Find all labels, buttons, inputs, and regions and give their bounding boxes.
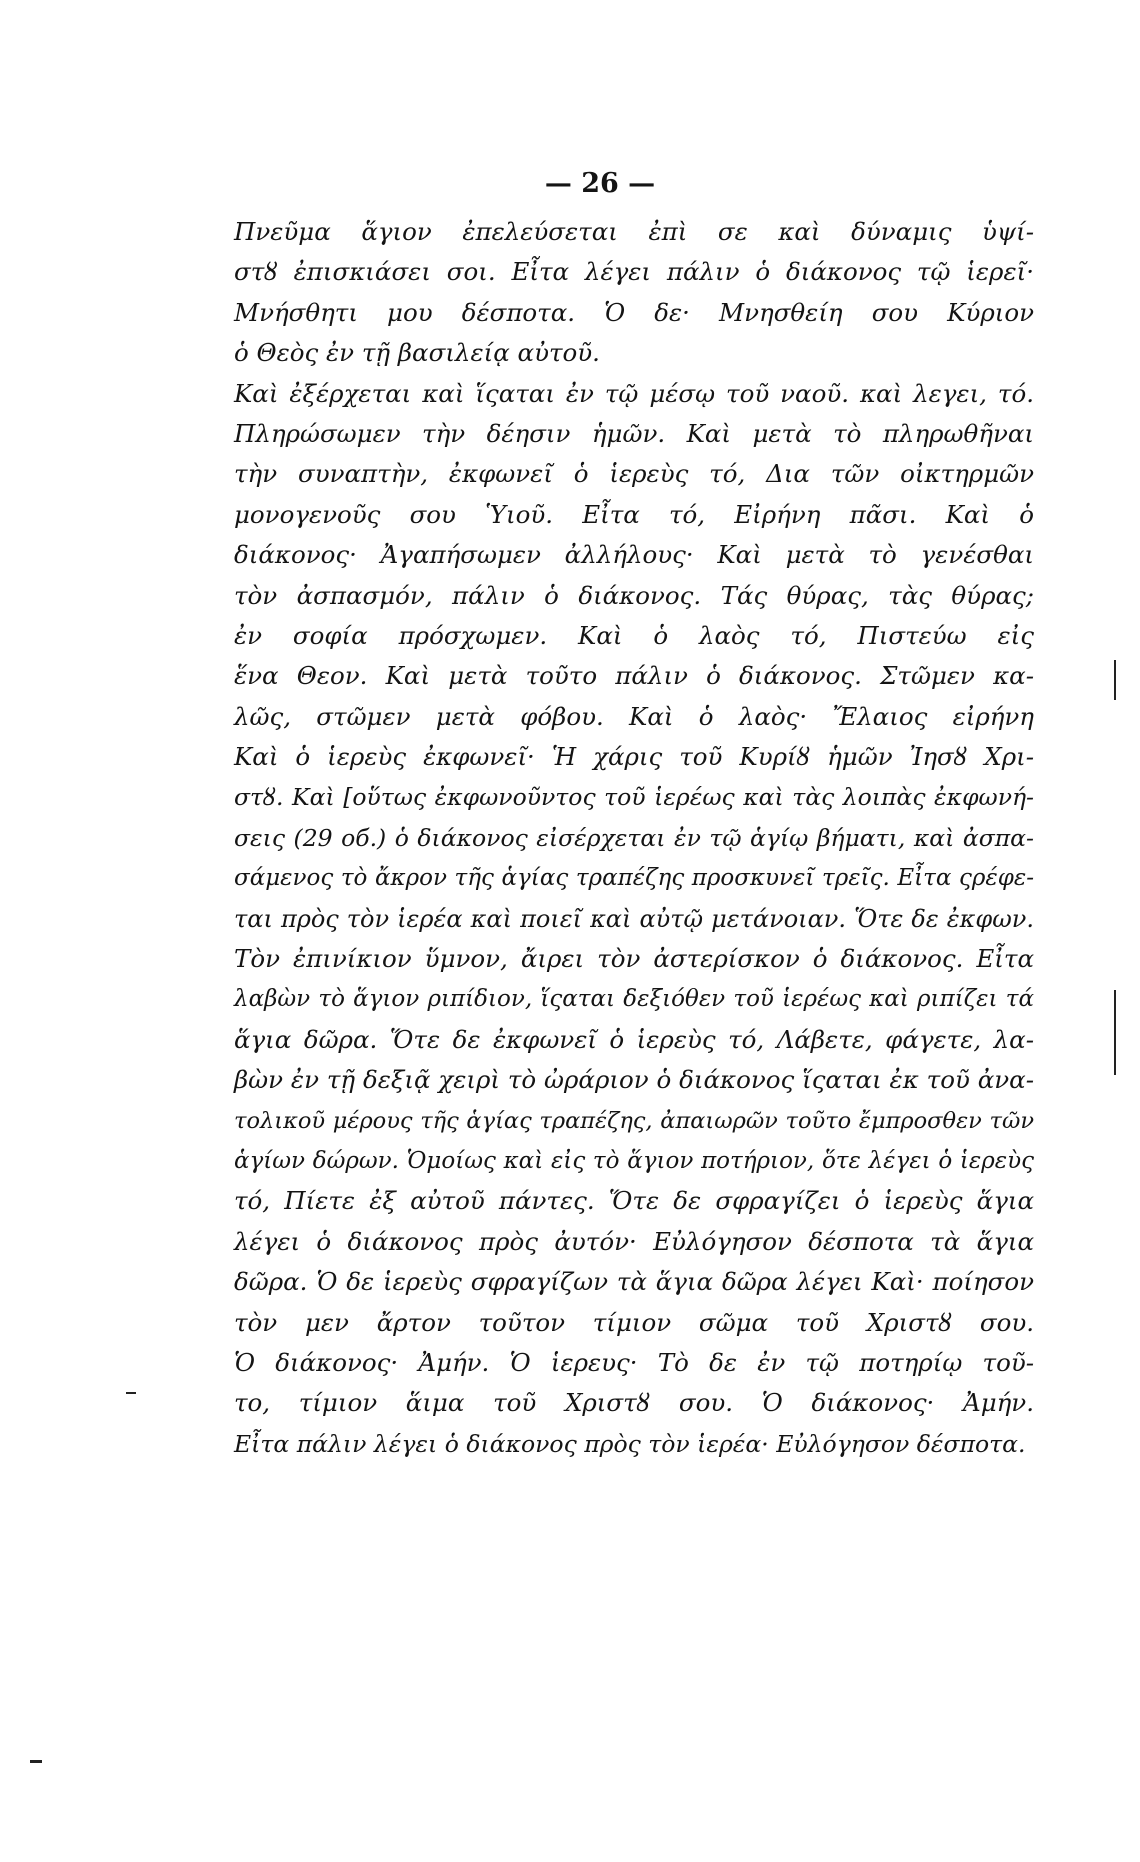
text-line: λῶς, στῶμεν μετὰ φόβου. Καὶ ὁ λαὸς· Ἔλαιος εἰρήνη: [234, 701, 1034, 731]
text-line: τὸν μεν ἄρτον τοῦτον τίμιον σῶμα τοῦ Χριστȣ σου.: [234, 1307, 1034, 1337]
text-line: δῶρα. Ὁ δε ἱερεὺς σφραγίζων τὰ ἅγια δῶρα λέγει Καὶ· ποίησον: [234, 1267, 1034, 1297]
text-line: Πνεῦμα ἅγιον ἐπελεύσεται ἐπὶ σε καὶ δύναμις ὑψί-: [234, 217, 1034, 246]
text-line: Ὁ διάκονος· Ἀμήν. Ὁ ἱερευς· Τὸ δε ἐν τῷ ποτηρίῳ τοῦ-: [234, 1347, 1034, 1377]
text-line: βὼν ἐν τῇ δεξιᾷ χειρὶ τὸ ὠράριον ὁ διάκονος ἵςαται ἐκ τοῦ ἀνα-: [234, 1065, 1034, 1095]
text-line: τὸν ἀσπασμόν, πάλιν ὁ διάκονος. Τάς θύρας, τὰς θύρας;: [234, 580, 1034, 610]
text-line: το, τίμιον ἅιμα τοῦ Χριστȣ σου. Ὁ διάκονος· Ἀμήν.: [234, 1388, 1034, 1418]
text-line: σάμενος τὸ ἄκρον τῆς ἁγίας τραπέζης προσκυνεῖ τρεῖς. Εἶτα ςρέφε-: [234, 865, 1034, 892]
text-line: ὁ Θεὸς ἐν τῇ βασιλείᾳ αὐτοῦ.: [234, 338, 600, 368]
margin-mark: [30, 1760, 42, 1763]
text-line: ται πρὸς τὸν ἱερέα καὶ ποιεῖ καὶ αὐτῷ μετάνοιαν. Ὅτε δε ἐκφων.: [234, 904, 1034, 933]
text-line: λαβὼν τὸ ἅγιον ριπίδιον, ἵςαται δεξιόθεν τοῦ ἱερέως καὶ ριπίζει τά: [234, 986, 1034, 1013]
text-line: ἐν σοφία πρόσχωμεν. Καὶ ὁ λαὸς τό, Πιστεύω εἰς: [234, 620, 1034, 650]
text-line: λέγει ὁ διάκονος πρὸς ἀυτόν· Εὐλόγησον δέσποτα τὰ ἅγια: [234, 1226, 1034, 1256]
margin-mark: [1114, 660, 1116, 700]
text-line: ἅγια δῶρα. Ὅτε δε ἐκφωνεῖ ὁ ἱερεὺς τό, Λάβετε, φάγετε, λα-: [234, 1024, 1034, 1054]
text-line: ἕνα Θεον. Καὶ μετὰ τοῦτο πάλιν ὁ διάκονος. Στῶμεν κα-: [234, 661, 1034, 691]
text-line: στȣ. Καὶ [οὕτως ἐκφωνοῦντος τοῦ ἱερέως καὶ τὰς λοιπὰς ἐκφωνή-: [234, 783, 1034, 812]
margin-mark: [1114, 990, 1116, 1075]
text-line: Καὶ ἐξέρχεται καὶ ἵςαται ἐν τῷ μέσῳ τοῦ ναοῦ. καὶ λεγει, τό.: [234, 378, 1034, 408]
text-line: τολικοῦ μέρους τῆς ἁγίας τραπέζης, ἀπαιωρῶν τοῦτο ἔμπροσθεν τῶν: [234, 1107, 1034, 1134]
page-number: — 26 —: [544, 168, 656, 199]
text-line: στȣ ἐπισκιάσει σοι. Εἶτα λέγει πάλιν ὁ διάκονος τῷ ἱερεῖ·: [234, 257, 1034, 287]
text-line: τὴν συναπτὴν, ἐκφωνεῖ ὁ ἱερεὺς τό, Δια τῶν οἰκτηρμῶν: [234, 459, 1034, 489]
text-line: τό, Πίετε ἐξ αὐτοῦ πάντες. Ὅτε δε σφραγίζει ὁ ἱερεὺς ἅγια: [234, 1186, 1034, 1216]
text-line: μονογενοῦς σου Ὑιοῦ. Εἶτα τό, Εἰρήνη πᾶσι. Καὶ ὁ: [234, 499, 1034, 529]
text-line: Πληρώσωμεν τὴν δέησιν ἡμῶν. Καὶ μετὰ τὸ πληρωθῆναι: [234, 418, 1034, 448]
margin-mark: [126, 1392, 136, 1394]
text-line: Καὶ ὁ ἱερεὺς ἐκφωνεῖ· Ἡ χάρις τοῦ Κυρίȣ ἡμῶν Ἰησȣ Χρι-: [234, 742, 1034, 772]
text-line: Μνήσθητι μου δέσποτα. Ὁ δε· Μνησθείη σου Κύριον: [234, 297, 1034, 327]
text-line: διάκονος· Ἀγαπήσωμεν ἀλλήλους· Καὶ μετὰ τὸ γενέσθαι: [234, 540, 1034, 570]
text-line: Εἶτα πάλιν λέγει ὁ διάκονος πρὸς τὸν ἱερέα· Εὐλόγησον δέσποτα.: [234, 1429, 1026, 1458]
text-line: σεις (29 οб.) ὁ διάκονος εἰσέρχεται ἐν τῷ ἁγίῳ βήματι, καὶ ἀσπα-: [234, 823, 1034, 852]
text-line: ἁγίων δώρων. Ὁμοίως καὶ εἰς τὸ ἅγιον ποτήριον, ὅτε λέγει ὁ ἱερεὺς: [234, 1147, 1034, 1174]
body-text: [234, 212, 1034, 1464]
text-line: Τὸν ἐπινίκιον ὕμνον, ἄιρει τὸν ἀστερίσκον ὁ διάκονος. Εἶτα: [234, 944, 1034, 974]
